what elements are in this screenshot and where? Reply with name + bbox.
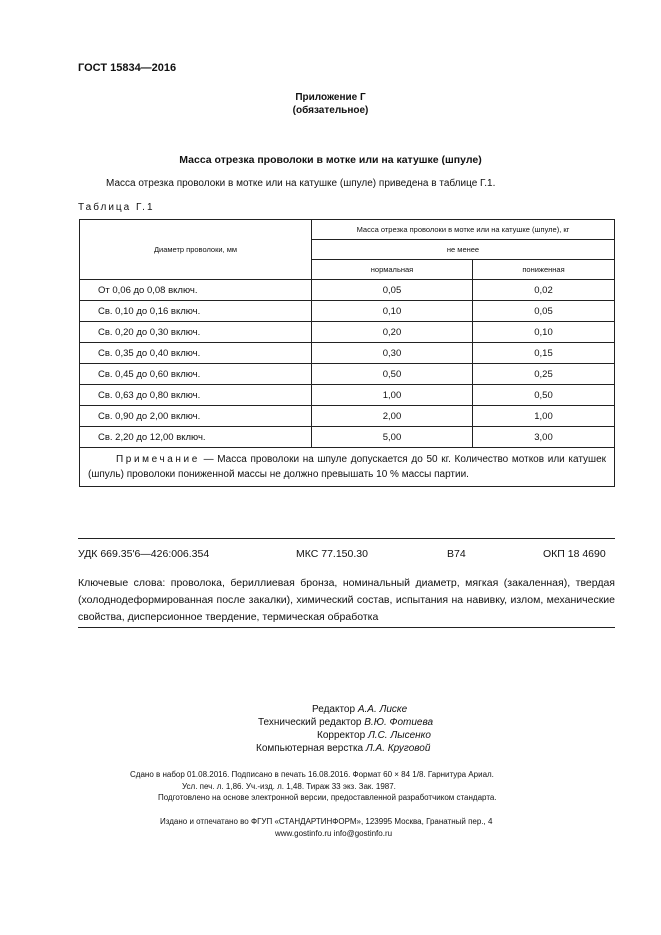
cell-reduced: 0,50 bbox=[473, 385, 615, 406]
class-code: В74 bbox=[447, 548, 466, 560]
cell-diameter: Св. 2,20 до 12,00 включ. bbox=[80, 427, 312, 448]
table-row bbox=[80, 322, 615, 343]
editor-line bbox=[312, 704, 407, 715]
table-row bbox=[80, 385, 615, 406]
cell-normal: 0,05 bbox=[312, 280, 473, 301]
cell-normal: 5,00 bbox=[312, 427, 473, 448]
mks-code: МКС 77.150.30 bbox=[296, 548, 368, 560]
layout-line bbox=[256, 743, 430, 754]
corrector-name: Л.С. Лысенко bbox=[367, 730, 431, 741]
imprint-line-4: Издано и отпечатано во ФГУП «СТАНДАРТИНФОРМ», 123995 Москва, Гранатный пер., 4 bbox=[160, 817, 493, 826]
editor-name: А.А. Лиске bbox=[357, 704, 408, 715]
appendix-status: (обязательное) bbox=[292, 105, 369, 116]
table-note bbox=[80, 448, 615, 487]
mass-table bbox=[79, 219, 615, 487]
layout-name: Л.А. Круговой bbox=[365, 743, 431, 754]
col-mass-header: Масса отрезка проволоки в мотке или на катушке (шпуле), кг bbox=[312, 220, 615, 240]
note-label: Примечание bbox=[116, 454, 200, 465]
cell-diameter: Св. 0,10 до 0,16 включ. bbox=[80, 301, 312, 322]
cell-normal: 0,30 bbox=[312, 343, 473, 364]
cell-normal: 0,50 bbox=[312, 364, 473, 385]
imprint-line-3: Подготовлено на основе электронной версии, предоставленной разработчиком стандарта. bbox=[158, 793, 497, 802]
cell-reduced: 0,05 bbox=[473, 301, 615, 322]
cell-diameter: Св. 0,90 до 2,00 включ. bbox=[80, 406, 312, 427]
corrector-line bbox=[317, 730, 431, 741]
cell-reduced: 0,25 bbox=[473, 364, 615, 385]
divider-top bbox=[78, 538, 615, 539]
divider-bottom bbox=[78, 627, 615, 628]
cell-normal: 1,00 bbox=[312, 385, 473, 406]
okp-code: ОКП 18 4690 bbox=[543, 548, 606, 560]
cell-reduced: 1,00 bbox=[473, 406, 615, 427]
tech-editor-line bbox=[258, 717, 433, 728]
cell-reduced: 0,02 bbox=[473, 280, 615, 301]
cell-normal: 2,00 bbox=[312, 406, 473, 427]
table-row bbox=[80, 343, 615, 364]
imprint-line-2: Усл. печ. л. 1,86. Уч.-изд. л. 1,48. Тираж 33 экз. Зак. 1987. bbox=[182, 782, 396, 791]
cell-diameter: От 0,06 до 0,08 включ. bbox=[80, 280, 312, 301]
col-reduced-header: пониженная bbox=[473, 260, 615, 280]
tech-editor-label: Технический редактор bbox=[258, 717, 362, 728]
cell-diameter: Св. 0,63 до 0,80 включ. bbox=[80, 385, 312, 406]
col-diameter-header: Диаметр проволоки, мм bbox=[80, 220, 312, 280]
table-row bbox=[80, 406, 615, 427]
tech-editor-name: В.Ю. Фотиева bbox=[364, 717, 434, 728]
cell-reduced: 3,00 bbox=[473, 427, 615, 448]
cell-reduced: 0,15 bbox=[473, 343, 615, 364]
layout-label: Компьютерная верстка bbox=[256, 743, 364, 754]
appendix-title: Приложение Г bbox=[295, 92, 366, 103]
cell-diameter: Св. 0,35 до 0,40 включ. bbox=[80, 343, 312, 364]
document-code: ГОСТ 15834—2016 bbox=[78, 62, 177, 74]
cell-normal: 0,20 bbox=[312, 322, 473, 343]
cell-diameter: Св. 0,20 до 0,30 включ. bbox=[80, 322, 312, 343]
table-row bbox=[80, 301, 615, 322]
cell-normal: 0,10 bbox=[312, 301, 473, 322]
table-row bbox=[80, 427, 615, 448]
imprint-line-5: www.gostinfo.ru info@gostinfo.ru bbox=[275, 829, 393, 838]
table-row bbox=[80, 364, 615, 385]
udk-code: УДК 669.35'6—426:006.354 bbox=[78, 548, 210, 560]
cell-diameter: Св. 0,45 до 0,60 включ. bbox=[80, 364, 312, 385]
corrector-label: Корректор bbox=[317, 730, 366, 741]
cell-reduced: 0,10 bbox=[473, 322, 615, 343]
section-title: Масса отрезка проволоки в мотке или на катушке (шпуле) bbox=[179, 154, 482, 166]
col-normal-header: нормальная bbox=[312, 260, 473, 280]
intro-paragraph: Масса отрезка проволоки в мотке или на катушке (шпуле) приведена в таблице Г.1. bbox=[106, 178, 496, 189]
table-caption: Таблица Г.1 bbox=[78, 202, 155, 213]
note-text: — Масса проволоки на шпуле допускается до 50 кг. Количество мотков или катушек (шпуль) проволоки пониженной массы не должно превышать 10 % массы партии. bbox=[88, 454, 606, 480]
keywords: Ключевые слова: проволока, бериллиевая бронза, номинальный диаметр, мягкая (закаленная), твердая (холоднодеформированная после закалки), химический состав, испытания на навивку, излом, механические свойства, дисперсионное твердение, термическая обработка bbox=[78, 577, 615, 623]
col-min-subheader: не менее bbox=[312, 240, 615, 260]
table-row bbox=[80, 280, 615, 301]
editor-label: Редактор bbox=[312, 704, 356, 715]
imprint-line-1: Сдано в набор 01.08.2016. Подписано в печать 16.08.2016. Формат 60 × 84 1/8. Гарнитура Ариал. bbox=[130, 770, 494, 779]
